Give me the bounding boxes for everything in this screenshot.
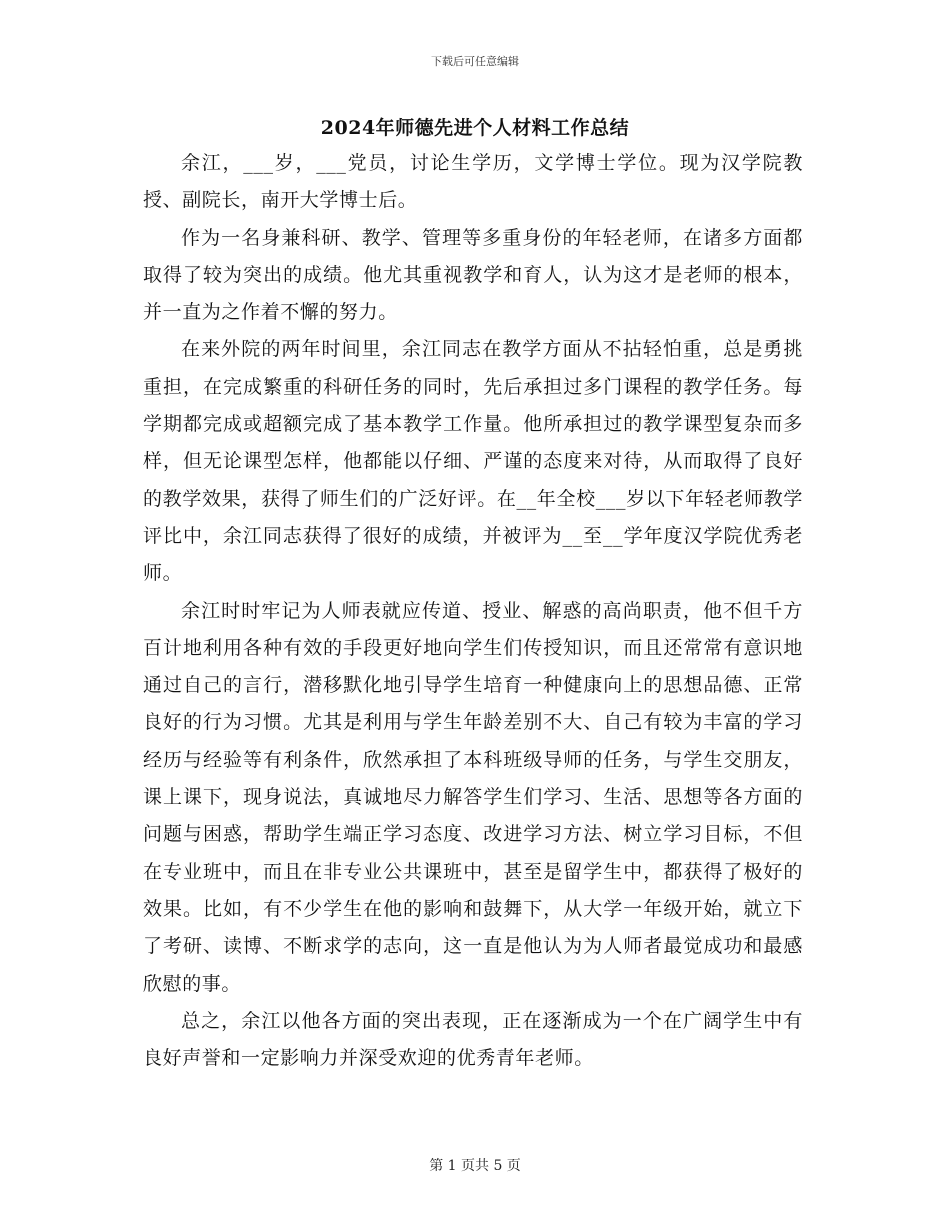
document-title: 2024年师德先进个人材料工作总结 [320, 117, 630, 139]
header-note: 下载后可任意编辑 [431, 55, 519, 68]
paragraph-1: 余江，___岁，___党员，讨论生学历，文学博士学位。现为汉学院教授、副院长，南开大学博士后。 [143, 152, 803, 212]
paragraph-3: 在来外院的两年时间里，余江同志在教学方面从不拈轻怕重，总是勇挑重担，在完成繁重的科研任务的同时，先后承担过多门课程的教学任务。每学期都完成或超额完成了基本教学工作量。他所承担过的教学课型复杂而多样，但无论课型怎样，他都能以仔细、严谨的态度来对待，从而取得了良好的教学效果，获得了师生们的广泛好评。在__年全校___岁以下年轻老师教学评比中，余江同志获得了很好的成绩，并被评为__至__学年度汉学院优秀老师。 [143, 338, 803, 585]
paragraph-5: 总之，余江以他各方面的突出表现，正在逐渐成为一个在广阔学生中有良好声誉和一定影响力并深受欢迎的优秀青年老师。 [143, 1009, 803, 1070]
paragraph-4: 余江时时牢记为人师表就应传道、授业、解惑的高尚职责，他不但千方百计地利用各种有效的手段更好地向学生们传授知识，而且还常常有意识地通过自己的言行，潜移默化地引导学生培育一种健康向上的思想品德、正常良好的行为习惯。尤其是利用与学生年龄差别不大、自己有较为丰富的学习经历与经验等有利条件，欣然承担了本科班级导师的任务，与学生交朋友，课上课下，现身说法，真诚地尽力解答学生们学习、生活、思想等各方面的问题与困惑，帮助学生端正学习态度、改进学习方法、树立学习目标，不但在专业班中，而且在非专业公共课班中，甚至是留学生中，都获得了极好的效果。比如，有不少学生在他的影响和鼓舞下，从大学一年级开始，就立下了考研、读博、不断求学的志向，这一直是他认为为人师者最觉成功和最感欣慰的事。 [143, 599, 803, 995]
document-body [143, 145, 803, 1077]
page-number-footer: 第 1 页共 5 页 [429, 1158, 521, 1174]
paragraph-2: 作为一名身兼科研、教学、管理等多重身份的年轻老师，在诸多方面都取得了较为突出的成绩。他尤其重视教学和育人，认为这才是老师的根本，并一直为之作着不懈的努力。 [143, 226, 803, 324]
